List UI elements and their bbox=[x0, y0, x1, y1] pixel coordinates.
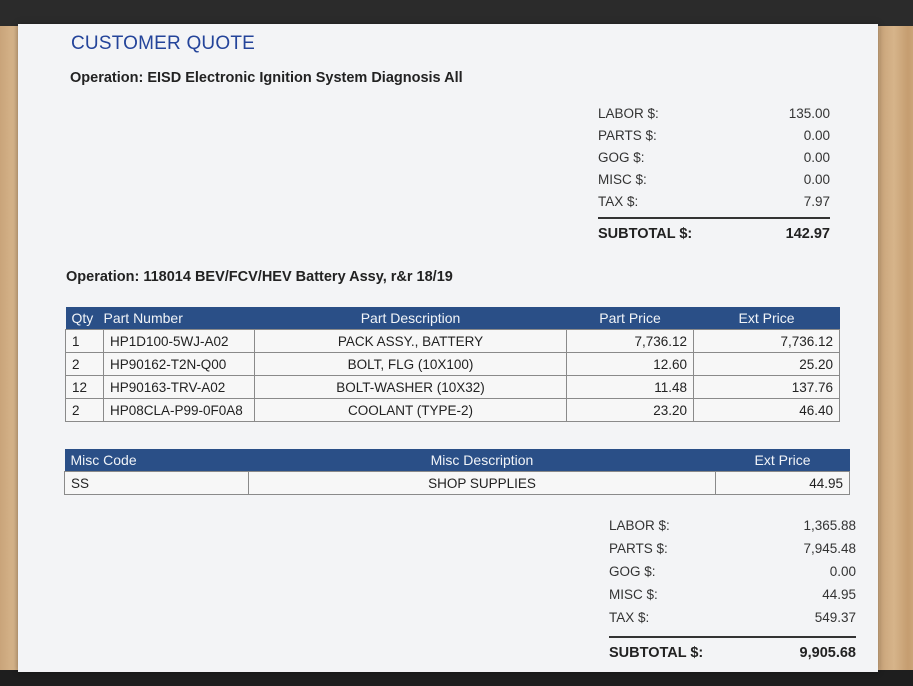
misc-table-header bbox=[65, 449, 850, 472]
cell-qty: 12 bbox=[66, 376, 104, 399]
subtotal-label: SUBTOTAL $: bbox=[609, 645, 704, 661]
labor-value: 135.00 bbox=[788, 106, 830, 121]
cell-description: COOLANT (TYPE-2) bbox=[255, 399, 567, 422]
cell-qty: 2 bbox=[66, 353, 104, 376]
cell-ext: 46.40 bbox=[694, 399, 840, 422]
header-part-price: Part Price bbox=[567, 307, 694, 330]
cell-price: 23.20 bbox=[567, 399, 694, 422]
parts-table bbox=[65, 307, 840, 422]
cell-ext: 25.20 bbox=[694, 353, 840, 376]
cell-description: BOLT-WASHER (10X32) bbox=[255, 376, 567, 399]
tax-label: TAX $: bbox=[609, 610, 650, 625]
subtotal-rule bbox=[598, 217, 830, 219]
cell-price: 7,736.12 bbox=[567, 330, 694, 353]
misc-label: MISC $: bbox=[598, 172, 647, 187]
tax-value: 7.97 bbox=[803, 194, 830, 209]
cell-part-number: HP90163-TRV-A02 bbox=[104, 376, 255, 399]
quote-paper bbox=[18, 24, 878, 672]
totals-row-labor bbox=[598, 106, 830, 128]
subtotal-value: 9,905.68 bbox=[799, 645, 856, 661]
misc-value: 0.00 bbox=[803, 172, 830, 187]
gog-value: 0.00 bbox=[829, 564, 856, 579]
cell-description: PACK ASSY., BATTERY bbox=[255, 330, 567, 353]
table-row bbox=[66, 399, 840, 422]
labor-value: 1,365.88 bbox=[803, 518, 856, 533]
subtotal-value: 142.97 bbox=[785, 226, 830, 242]
totals-row-parts bbox=[598, 128, 830, 150]
subtotal-label: SUBTOTAL $: bbox=[598, 226, 693, 242]
tax-label: TAX $: bbox=[598, 194, 639, 209]
document-title: CUSTOMER QUOTE bbox=[71, 33, 256, 54]
cell-ext: 7,736.12 bbox=[694, 330, 840, 353]
header-misc-description: Misc Description bbox=[249, 449, 716, 472]
totals-row-gog bbox=[598, 150, 830, 172]
cell-description: BOLT, FLG (10X100) bbox=[255, 353, 567, 376]
cell-misc-ext: 44.95 bbox=[716, 472, 850, 495]
table-row bbox=[66, 376, 840, 399]
totals-row-subtotal bbox=[598, 226, 830, 248]
labor-label: LABOR $: bbox=[609, 518, 670, 533]
totals-row-parts bbox=[609, 541, 856, 563]
parts-label: PARTS $: bbox=[598, 128, 657, 143]
cell-part-number: HP1D100-5WJ-A02 bbox=[104, 330, 255, 353]
screen-bottom-edge bbox=[0, 670, 913, 686]
totals-row-misc bbox=[598, 172, 830, 194]
totals-row-tax bbox=[609, 610, 856, 632]
header-part-description: Part Description bbox=[255, 307, 567, 330]
totals-row-tax bbox=[598, 194, 830, 216]
parts-value: 7,945.48 bbox=[803, 541, 856, 556]
operation-2-totals bbox=[609, 518, 856, 668]
gog-label: GOG $: bbox=[609, 564, 656, 579]
cell-part-number: HP08CLA-P99-0F0A8 bbox=[104, 399, 255, 422]
totals-row-gog bbox=[609, 564, 856, 586]
misc-value: 44.95 bbox=[822, 587, 856, 602]
cell-price: 11.48 bbox=[567, 376, 694, 399]
operation-1-totals bbox=[598, 106, 830, 246]
tax-value: 549.37 bbox=[814, 610, 856, 625]
parts-value: 0.00 bbox=[803, 128, 830, 143]
operation-2-heading: Operation: 118014 BEV/FCV/HEV Battery Assy, r&r 18/19 bbox=[66, 269, 453, 285]
cell-part-number: HP90162-T2N-Q00 bbox=[104, 353, 255, 376]
parts-table-header bbox=[66, 307, 840, 330]
cell-misc-description: SHOP SUPPLIES bbox=[249, 472, 716, 495]
misc-label: MISC $: bbox=[609, 587, 658, 602]
totals-row-subtotal bbox=[609, 645, 856, 667]
operation-1-heading: Operation: EISD Electronic Ignition System Diagnosis All bbox=[70, 70, 463, 86]
totals-row-misc bbox=[609, 587, 856, 609]
cell-qty: 2 bbox=[66, 399, 104, 422]
misc-table bbox=[64, 449, 850, 495]
header-ext-price: Ext Price bbox=[694, 307, 840, 330]
table-row bbox=[65, 472, 850, 495]
table-row bbox=[66, 330, 840, 353]
totals-row-labor bbox=[609, 518, 856, 540]
gog-label: GOG $: bbox=[598, 150, 645, 165]
parts-label: PARTS $: bbox=[609, 541, 668, 556]
subtotal-rule bbox=[609, 636, 856, 638]
header-qty: Qty bbox=[66, 307, 104, 330]
cell-misc-code: SS bbox=[65, 472, 249, 495]
gog-value: 0.00 bbox=[803, 150, 830, 165]
cell-qty: 1 bbox=[66, 330, 104, 353]
header-misc-code: Misc Code bbox=[65, 449, 249, 472]
header-misc-ext-price: Ext Price bbox=[716, 449, 850, 472]
cell-ext: 137.76 bbox=[694, 376, 840, 399]
table-row bbox=[66, 353, 840, 376]
cell-price: 12.60 bbox=[567, 353, 694, 376]
header-part-number: Part Number bbox=[104, 307, 255, 330]
labor-label: LABOR $: bbox=[598, 106, 659, 121]
